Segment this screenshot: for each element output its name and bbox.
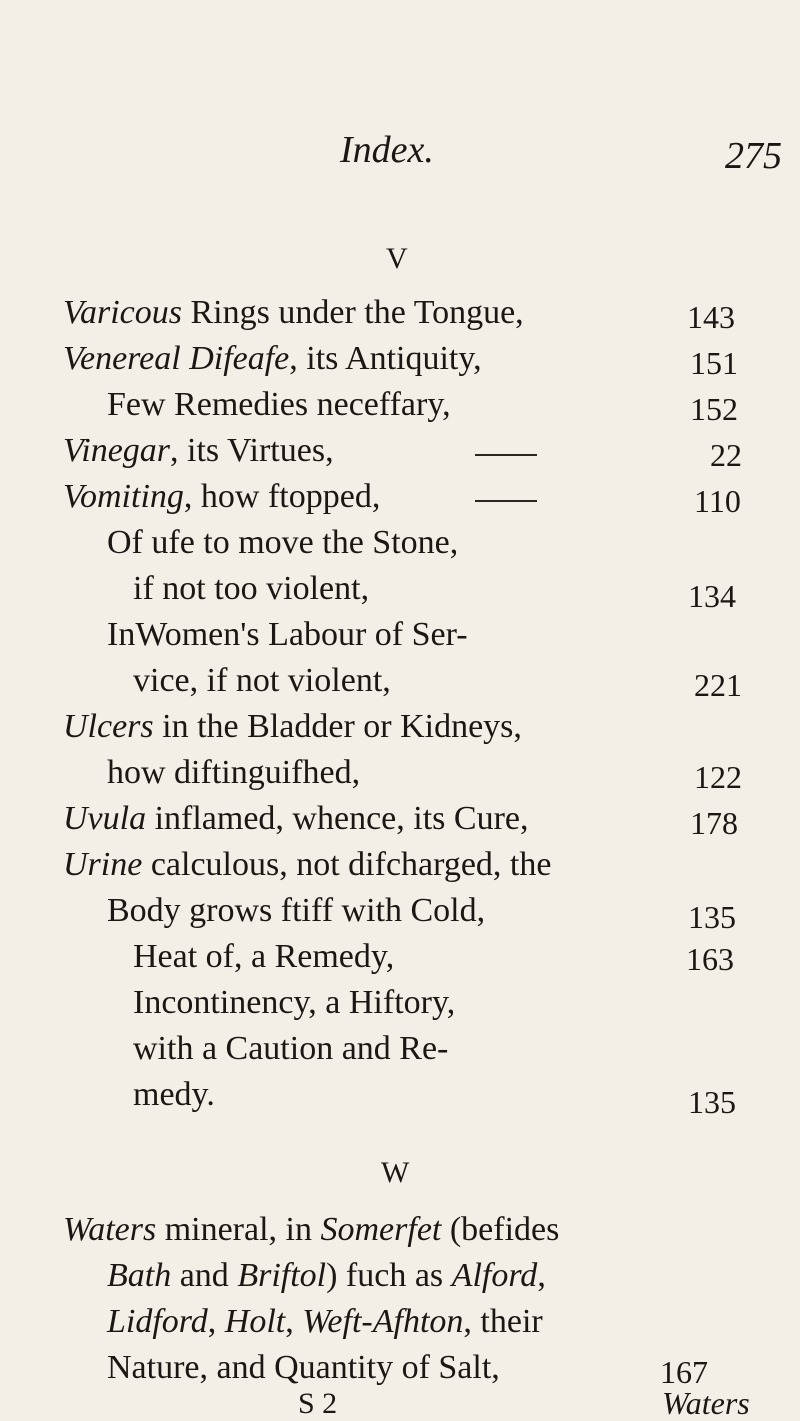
- index-entry: how diftinguifhed,: [107, 754, 361, 791]
- index-entry: Uvula inflamed, whence, its Cure,: [63, 800, 529, 837]
- index-entry: if not too violent,: [133, 570, 370, 607]
- page-ref: 178: [690, 805, 738, 841]
- leader-dash: [475, 500, 537, 502]
- index-entry: Body grows ftiff with Cold,: [107, 892, 486, 929]
- index-entry: medy.: [133, 1076, 215, 1113]
- index-entry: with a Caution and Re-: [133, 1030, 449, 1067]
- page-ref: 151: [690, 345, 738, 381]
- section-letter-w: W: [381, 1156, 410, 1189]
- index-entry: Incontinency, a Hiftory,: [133, 984, 456, 1021]
- page-ref: 143: [687, 299, 735, 335]
- index-entry: Venereal Difeafe, its Antiquity,: [63, 340, 482, 377]
- page-ref: 135: [688, 1084, 736, 1120]
- section-letter-v: V: [386, 242, 408, 275]
- page-ref: 135: [688, 899, 736, 935]
- index-entry: Vomiting, how ftopped,: [63, 478, 381, 515]
- signature-mark: S 2: [298, 1387, 338, 1420]
- leader-dash: [475, 454, 537, 456]
- index-entry: Of ufe to move the Stone,: [107, 524, 459, 561]
- index-entry: Ulcers in the Bladder or Kidneys,: [63, 708, 522, 745]
- index-entry: Bath and Briftol) fuch as Alford,: [107, 1257, 546, 1294]
- index-entry: InWomen's Labour of Ser-: [107, 616, 468, 653]
- index-entry: Lidford, Holt, Weft-Afhton, their: [107, 1303, 543, 1340]
- page-ref: 167: [660, 1354, 708, 1390]
- page-ref: 22: [710, 437, 742, 473]
- page-ref: 110: [694, 483, 741, 519]
- index-entry: Varicous Rings under the Tongue,: [63, 294, 524, 331]
- page-ref: 221: [694, 667, 742, 703]
- index-entry: Vinegar, its Virtues,: [63, 432, 334, 469]
- page-number: 275: [725, 135, 782, 177]
- page-ref: 163: [686, 941, 734, 977]
- index-entry: Waters mineral, in Somerfet (befides: [63, 1211, 560, 1248]
- running-head: Index.: [340, 129, 434, 171]
- index-entry: Heat of, a Remedy,: [133, 938, 395, 975]
- page-ref: 134: [688, 578, 736, 614]
- index-entry: Few Remedies neceffary,: [107, 386, 451, 423]
- page-ref: 152: [690, 391, 738, 427]
- index-entry: vice, if not violent,: [133, 662, 391, 699]
- index-entry: Urine calculous, not difcharged, the: [63, 846, 552, 883]
- catchword: Waters: [662, 1385, 750, 1421]
- index-entry: Nature, and Quantity of Salt,: [107, 1349, 500, 1386]
- page-ref: 122: [694, 759, 742, 795]
